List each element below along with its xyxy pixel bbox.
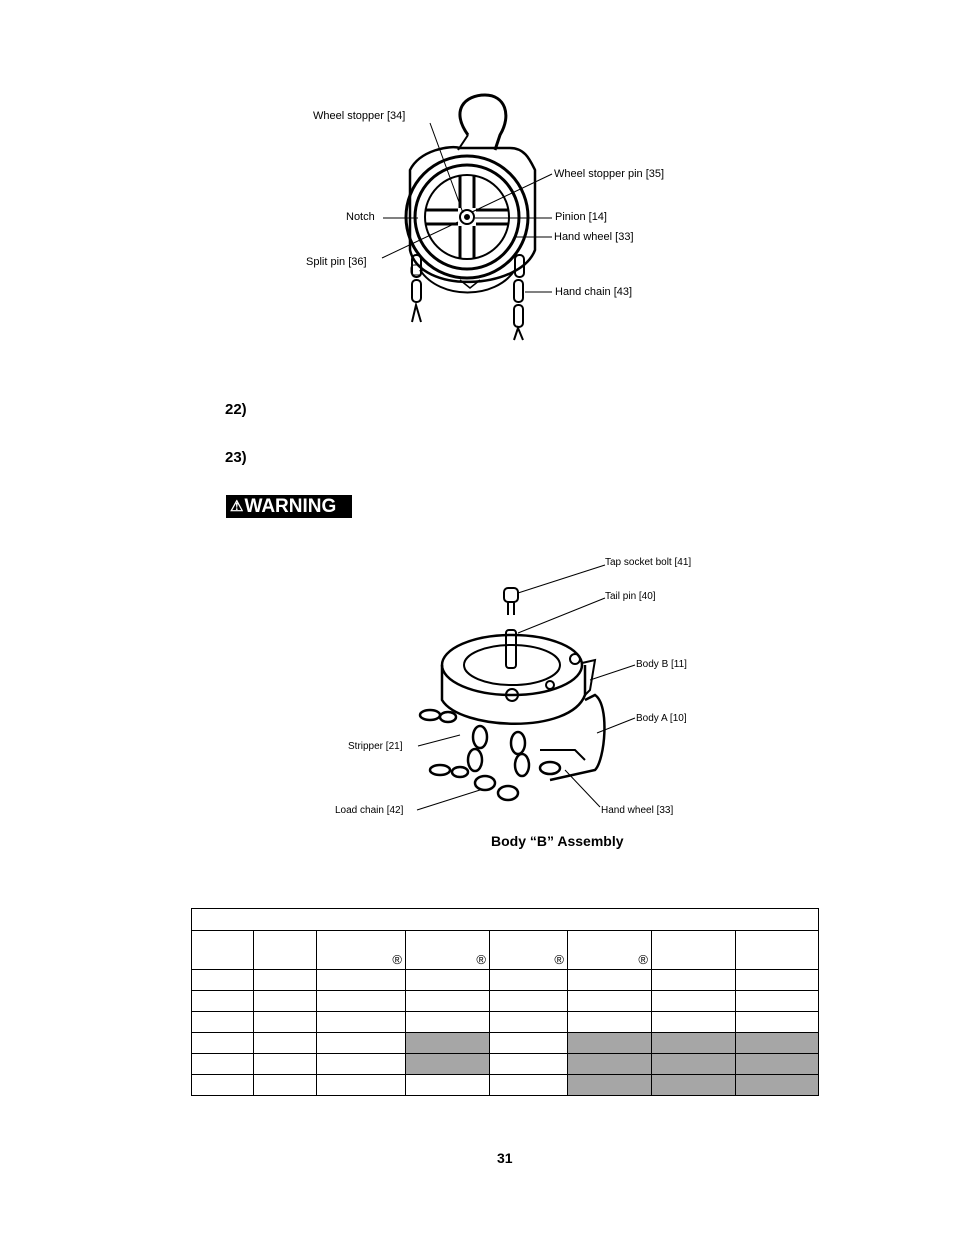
shaded-cell <box>568 1054 652 1075</box>
shaded-cell <box>406 1033 490 1054</box>
label-hand-wheel-2: Hand wheel [33] <box>601 805 674 816</box>
warning-banner <box>226 495 352 518</box>
table-row <box>192 970 819 991</box>
label-body-b: Body B [11] <box>636 659 687 670</box>
table-row <box>192 1054 819 1075</box>
label-tail-pin: Tail pin [40] <box>605 591 656 602</box>
label-stripper: Stripper [21] <box>348 741 403 752</box>
registered-mark: ® <box>392 952 402 967</box>
step-number: 22) <box>225 401 247 418</box>
shaded-cell <box>736 1054 819 1075</box>
registered-mark: ® <box>554 952 564 967</box>
table-row <box>192 1012 819 1033</box>
label-wheel-stopper: Wheel stopper [34] <box>313 110 406 122</box>
registered-mark: ® <box>638 952 648 967</box>
label-pinion: Pinion [14] <box>555 211 607 223</box>
figure-caption: Body “B” Assembly <box>491 833 624 849</box>
label-body-a: Body A [10] <box>636 713 687 724</box>
label-tap-socket-bolt: Tap socket bolt [41] <box>605 557 692 568</box>
table-header-cell <box>568 931 652 970</box>
shaded-cell <box>568 1075 652 1096</box>
label-load-chain: Load chain [42] <box>335 805 404 816</box>
data-table <box>191 908 819 1096</box>
table-row <box>192 1075 819 1096</box>
table-row <box>192 991 819 1012</box>
label-wheel-stopper-pin: Wheel stopper pin [35] <box>554 168 665 180</box>
table-header-cell <box>652 931 736 970</box>
warning-triangle-icon: ⚠ <box>230 498 244 515</box>
shaded-cell <box>406 1054 490 1075</box>
step-number: 23) <box>225 449 247 466</box>
table-header-cell <box>490 931 568 970</box>
shaded-cell <box>568 1033 652 1054</box>
shaded-cell <box>736 1075 819 1096</box>
table-title-cell <box>192 909 819 931</box>
table-title-row <box>192 909 819 931</box>
table-header-cell <box>192 931 254 970</box>
warning-label: WARNING <box>244 496 337 517</box>
table-header-cell <box>406 931 490 970</box>
registered-mark: ® <box>476 952 486 967</box>
label-hand-chain: Hand chain [43] <box>555 286 633 298</box>
table-header-cell <box>317 931 406 970</box>
table-header-row <box>192 931 819 970</box>
label-notch: Notch <box>346 211 375 223</box>
shaded-cell <box>652 1054 736 1075</box>
body-b-assembly-diagram <box>400 555 720 815</box>
label-hand-wheel: Hand wheel [33] <box>554 231 634 243</box>
label-split-pin: Split pin [36] <box>306 256 367 268</box>
table-header-cell <box>254 931 317 970</box>
shaded-cell <box>652 1033 736 1054</box>
table-row <box>192 1033 819 1054</box>
shaded-cell <box>736 1033 819 1054</box>
table-header-cell <box>736 931 819 970</box>
shaded-cell <box>652 1075 736 1096</box>
page-number: 31 <box>497 1150 513 1166</box>
